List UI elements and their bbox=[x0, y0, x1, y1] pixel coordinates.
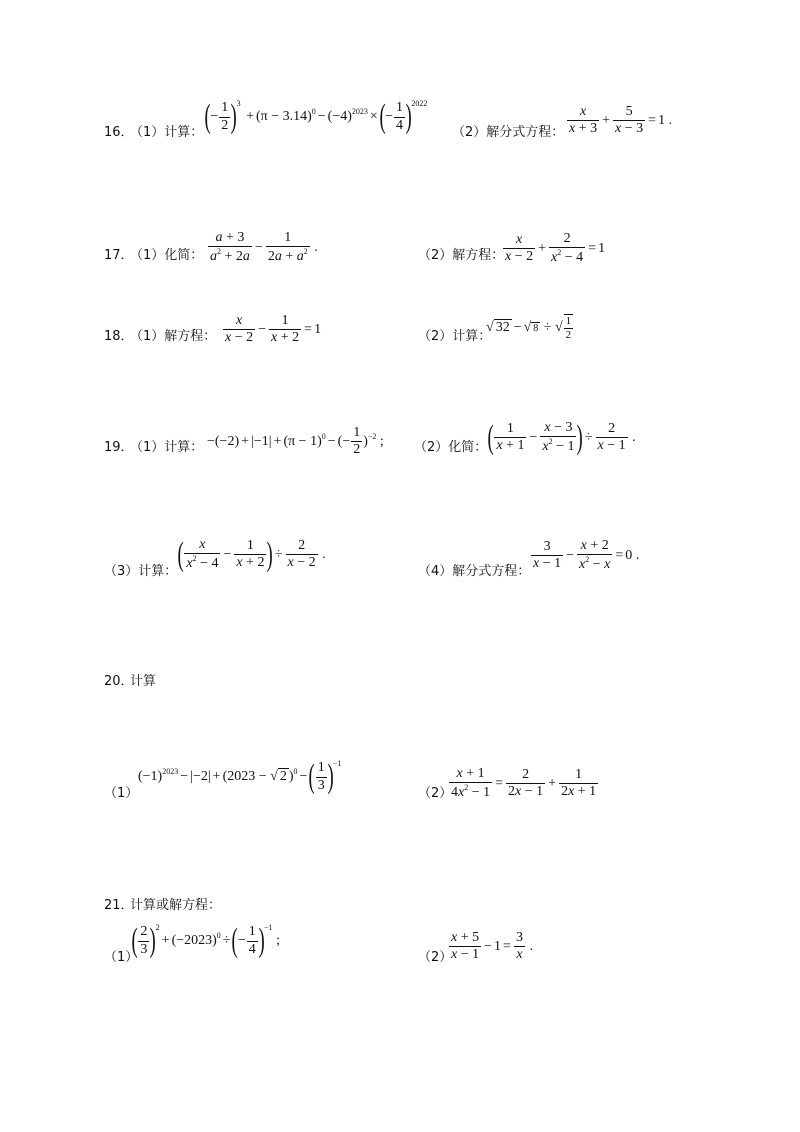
problem-19-part2-label: （2）化简： bbox=[414, 440, 488, 455]
problem-16-part1-label: （1）计算： bbox=[130, 125, 204, 140]
problem-19-part3-expression: ( $\frac{x}{x^2 - 4}$ − $\frac{1}{x + 2}$ ) ÷ $\frac{2}{x - 2}$ . bbox=[177, 535, 326, 573]
problem-21-part1-expression: ( $\frac{2}{3}$ )$^2+ (-2023)^0$ ÷(− $\frac{1}{4}$ )$^{-1}$ ; bbox=[131, 922, 280, 959]
problem-20-title: 计算 bbox=[130, 674, 157, 689]
problem-18-part2-label: （2）计算： bbox=[418, 329, 492, 344]
problem-16-part2-label: （2）解分式方程： bbox=[452, 125, 565, 140]
problem-20-part2-label: （2） bbox=[418, 786, 453, 801]
problem-18-part2-expression: √ 32 − √ 8 ÷ √ $\frac{1}{2}$ bbox=[486, 315, 572, 341]
problem-19-part4-equation: $\frac{3}{x - 1}$ − $\frac{x + 2}{x^2 - x}$ = 0 . bbox=[533, 538, 640, 573]
problem-21-part2-label: （2） bbox=[418, 950, 453, 965]
problem-20-part2-equation: $\frac{x + 1}{4x^2 - 1}$ = $\frac{2}{2x - 1}$ + $\frac{1}{2x + 1}$ bbox=[451, 766, 597, 801]
problem-20-part1-expression: $(-1)^{2023} - |-2| + (2023$ − √ 2 )$^0$ −( $\frac{1}{3}$ )$^{-1}$ bbox=[138, 758, 342, 795]
problem-21-part2-equation: $\frac{x + 5}{x - 1}$ − 1 = $\frac{3}{x}$ . bbox=[451, 930, 533, 963]
problem-20-part1-label: （1） bbox=[104, 786, 139, 801]
problem-19-part4-label: （4）解分式方程： bbox=[418, 564, 531, 579]
problem-17-part2-label: （2）解方程： bbox=[418, 248, 505, 263]
problem-16-number: 16． bbox=[104, 125, 134, 140]
problem-17-part1-expression: $\frac{a + 3}{a^2 + 2a}$ − $\frac{1}{2a + a^2}$ . bbox=[210, 230, 318, 265]
problem-17-part2-equation: $\frac{x}{x - 2}$ + $\frac{2}{x^2 - 4}$ = 1 bbox=[505, 231, 606, 266]
problem-17-part1-label: （1）化简： bbox=[130, 248, 204, 263]
problem-20-number: 20． bbox=[104, 674, 134, 689]
problem-18-number: 18． bbox=[104, 329, 134, 344]
problem-21-title: 计算或解方程： bbox=[130, 898, 222, 913]
problem-21-part1-label: （1） bbox=[104, 950, 139, 965]
problem-21-number: 21． bbox=[104, 898, 134, 913]
problem-19-part1-label: （1）计算： bbox=[130, 440, 204, 455]
problem-19-part2-expression: ( $\frac{1}{x + 1}$ − $\frac{x - 3}{x^2 - 1}$ ) ÷ $\frac{2}{x - 1}$ . bbox=[487, 418, 636, 456]
problem-18-part1-equation: $\frac{x}{x - 2}$ − $\frac{1}{x + 2}$ = 1 bbox=[225, 313, 322, 346]
problem-18-part1-label: （1）解方程： bbox=[130, 329, 217, 344]
problem-16-part1-expression: (− $\frac{1}{2}$ )$^3 + (\pi - 3.14)^0 - (-4)^{2023}$ ×(− $\frac{1}{4}$ )$^{2022}$ bbox=[204, 98, 428, 135]
problem-17-number: 17． bbox=[104, 248, 134, 263]
problem-19-part1-expression: $-(-2) + |-1| + (\pi - 1)^0$ − (− $\frac{1}{2}$ )$^{-2}$ ; bbox=[207, 425, 384, 458]
problem-19-number: 19． bbox=[104, 440, 134, 455]
problem-19-part3-label: （3）计算： bbox=[104, 564, 178, 579]
problem-16-part2-equation: $\frac{x}{x + 3}$ + $\frac{5}{x - 3}$ = 1 . bbox=[569, 104, 673, 137]
